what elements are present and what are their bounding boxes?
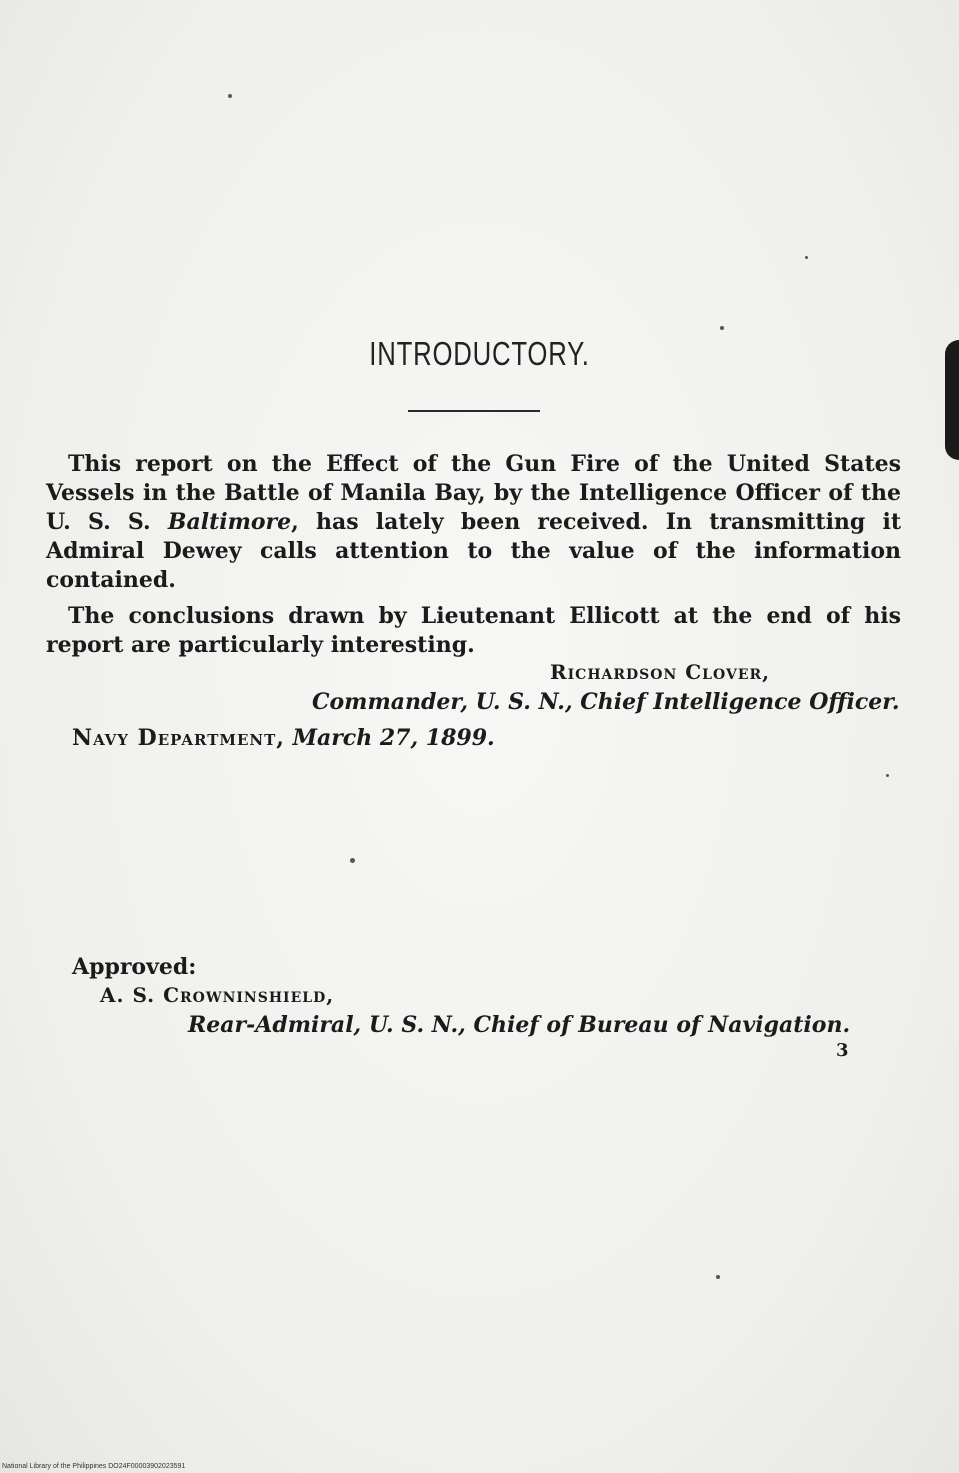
page-number: 3: [836, 1040, 849, 1061]
approver-title: Rear-Admiral, U. S. N., Chief of Bureau of Navigation.: [188, 1012, 851, 1038]
scan-footer: National Library of the Philippines DO24F00003902023591: [2, 1463, 186, 1470]
print-speck: [350, 858, 355, 863]
print-speck: [228, 94, 232, 98]
signature-name: Richardson Clover,: [550, 660, 771, 684]
intro-paragraph: [46, 450, 901, 595]
print-speck: [886, 774, 889, 777]
department-dateline: [72, 725, 495, 751]
title-divider: [408, 410, 540, 412]
print-speck: [716, 1275, 720, 1279]
page-edge-mark: [945, 340, 959, 460]
signature-title: Commander, U. S. N., Chief Intelligence Officer.: [312, 689, 900, 715]
department-name: Navy Department,: [72, 725, 285, 751]
ship-name: Baltimore: [167, 509, 292, 535]
print-speck: [720, 326, 724, 330]
page-title: INTRODUCTORY.: [369, 335, 590, 372]
intro-text-end: , has lately been received. In transmitting it Admiral Dewey calls attention to the value of the information contained.: [46, 509, 901, 593]
intro-text-start: This report on the Effect of the Gun Fire of the United States Vessels in the Battle of Manila Bay, by the Intelligence Officer of the U. S. S.: [46, 451, 901, 535]
approval-label: Approved:: [72, 954, 197, 980]
print-speck: [805, 256, 808, 259]
dateline-date: March 27, 1899.: [292, 725, 495, 751]
conclusion-paragraph: The conclusions drawn by Lieutenant Ellicott at the end of his report are particularly interesting.: [46, 603, 901, 658]
approver-name: A. S. Crowninshield,: [100, 983, 335, 1007]
